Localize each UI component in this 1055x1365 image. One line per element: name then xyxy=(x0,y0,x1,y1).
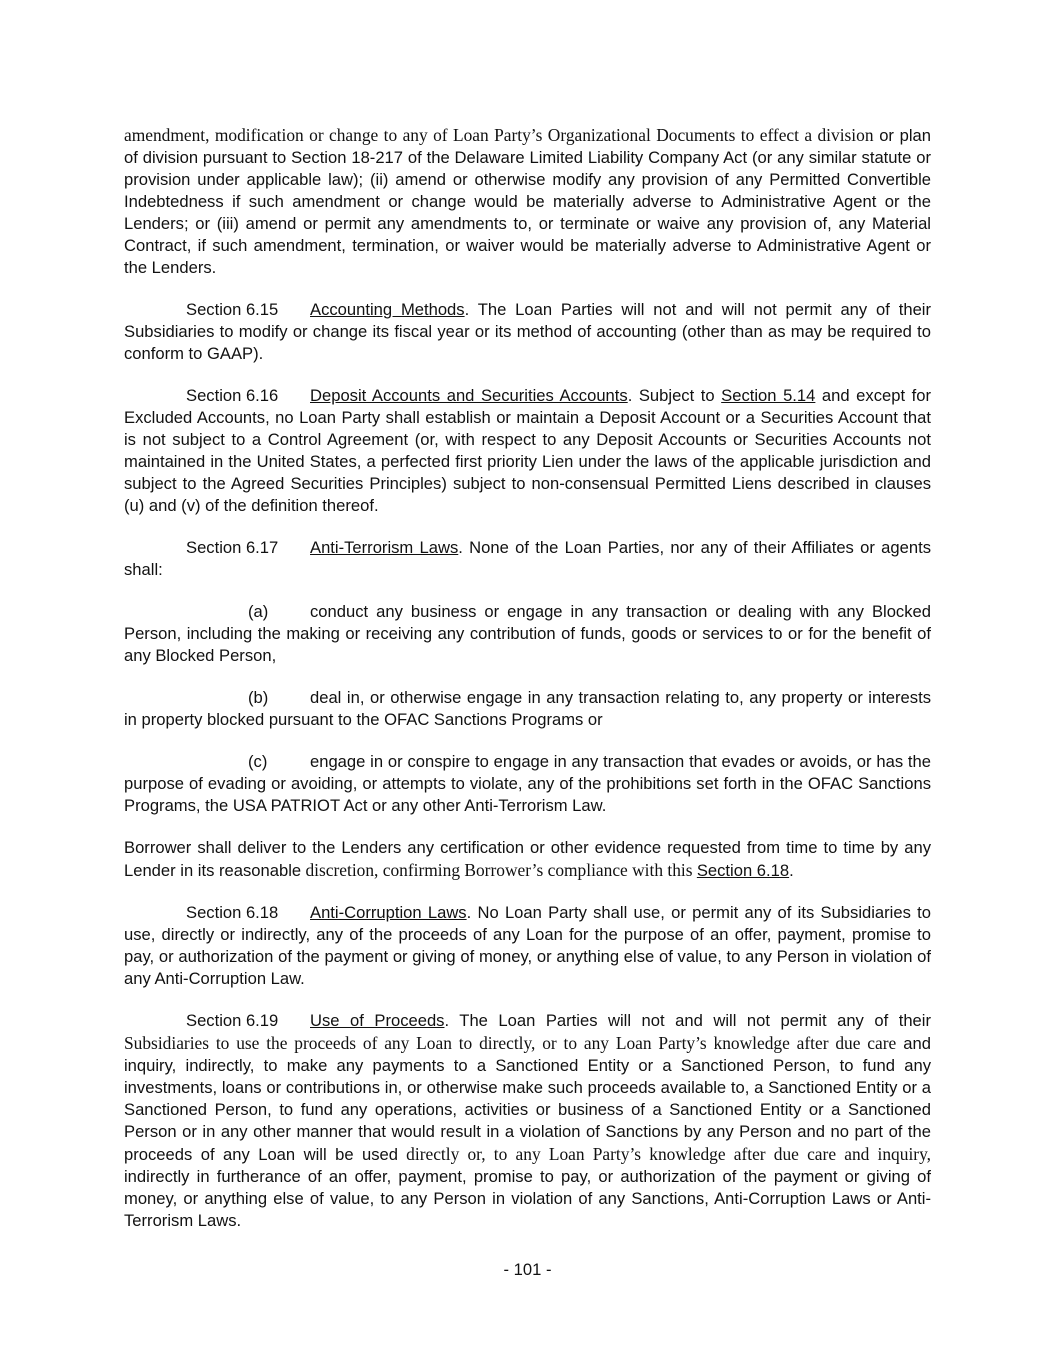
serif-run: discretion, confirming Borrower’s compliance with this xyxy=(301,860,697,880)
clause-text: deal in, or otherwise engage in any transaction relating to, any property or interests in property blocked pursuant to the OFAC Sanctions Programs or xyxy=(124,688,931,729)
section-body: indirectly in furtherance of an offer, payment, promise to pay, or authorization of the payment or giving of money, or anything else of value, to any Person in violation of any Sanctions, Anti-Corruption Laws or Anti-Terrorism Laws. xyxy=(124,1167,931,1230)
document-page xyxy=(124,124,931,1252)
text-run: . xyxy=(789,861,794,880)
clause-label: (a) xyxy=(248,602,269,621)
section-number: Section 6.17 xyxy=(186,538,279,557)
serif-run: amendment, modification or change to any of Loan Party’s Organizational Documents to effect a division xyxy=(124,125,874,145)
section-title: Anti-Terrorism Laws xyxy=(310,538,459,557)
section-6-17-closing xyxy=(124,837,931,882)
section-6-19 xyxy=(124,1010,931,1232)
clause-a xyxy=(124,601,931,667)
section-number: Section 6.18 xyxy=(186,903,279,922)
section-number: Section 6.19 xyxy=(186,1011,279,1030)
section-body: and inquiry, indirectly, to make any payments to a Sanctioned Entity or a Sanctioned Person, to fund any investments, loans or contributions in, or otherwise make such proceeds available to, a Sanctioned Entity or a Sanctioned Person, to fund any operations, activities or business of a Sanctioned Entity or a Sanctioned Person or in any other manner that would result in a violation of Sanctions by any Person and no part of the proceeds of any Loan will be used xyxy=(124,1034,931,1164)
clause-c xyxy=(124,751,931,817)
text-run: Borrower shall deliver to the Lenders any certification or other evidence requested from time to time by any Lender in its reasonable xyxy=(124,838,931,880)
section-6-17 xyxy=(124,537,931,581)
section-body: and except for Excluded Accounts, no Loan Party shall establish or maintain a Deposit Account or a Securities Account that is not subject to a Control Agreement (or, with respect to any Deposit Accounts or Securities Accounts not maintained in the United States, a perfected first priority Lien under the laws of the applicable jurisdiction and subject to the Agreed Securities Principles) subject to non-consensual Permitted Liens described in clauses (u) and (v) of the definition thereof. xyxy=(124,386,931,515)
page-number: - 101 - xyxy=(503,1260,552,1279)
section-number: Section 6.16 xyxy=(186,386,279,405)
section-body: . The Loan Parties will not and will not permit any of their xyxy=(444,1011,932,1030)
cross-reference: Section 5.14 xyxy=(721,386,816,405)
paragraph-continuation xyxy=(124,124,931,279)
text-run: or plan of division pursuant to Section 18-217 of the Delaware Limited Liability Company Act (or any similar statute or provision under applicable law); (ii) amend or otherwise modify any provision of any Permitted Convertible Indebtedness if such amendment or change would be materially adverse to Administrative Agent or the Lenders; or (iii) amend or permit any amendments to, or terminate or waive any provision of, any Material Contract, if such amendment, termination, or waiver would be materially adverse to Administrative Agent or the Lenders. xyxy=(124,126,931,277)
clause-text: engage in or conspire to engage in any transaction that evades or avoids, or has the purpose of evading or avoiding, or attempts to violate, any of the prohibitions set forth in the OFAC Sanctions Programs, the USA PATRIOT Act or any other Anti-Terrorism Law. xyxy=(124,752,931,815)
section-body: . Subject to xyxy=(627,386,722,405)
serif-run: directly or, to any Loan Party’s knowledge after due care and inquiry, xyxy=(397,1144,931,1164)
clause-label: (c) xyxy=(248,752,268,771)
section-title: Deposit Accounts and Securities Accounts xyxy=(310,386,628,405)
clause-label: (b) xyxy=(248,688,269,707)
section-number: Section 6.15 xyxy=(186,300,279,319)
section-body: . No Loan Party shall use, or permit any of its Subsidiaries to use, directly or indirectly, any of the proceeds of any Loan for the purpose of an offer, payment, promise to pay, or authorization of the payment or giving of money, or anything else of value, to any Person in violation of any Anti-Corruption Law. xyxy=(124,903,931,988)
section-title: Use of Proceeds xyxy=(310,1011,445,1030)
cross-reference: Section 6.18 xyxy=(696,861,790,880)
clause-b xyxy=(124,687,931,731)
section-body: . The Loan Parties will not and will not permit any of their Subsidiaries to modify or change its fiscal year or its method of accounting (other than as may be required to conform to GAAP). xyxy=(124,300,932,363)
section-title: Anti-Corruption Laws xyxy=(310,903,467,922)
section-6-15 xyxy=(124,299,931,365)
serif-run: Subsidiaries to use the proceeds of any Loan to directly, or to any Loan Party’s knowledge after due care xyxy=(124,1033,897,1053)
section-6-18 xyxy=(124,902,931,990)
section-title: Accounting Methods xyxy=(310,300,465,319)
clause-text: conduct any business or engage in any transaction or dealing with any Blocked Person, including the making or receiving any contribution of funds, goods or services to or for the benefit of any Blocked Person, xyxy=(124,602,931,665)
section-6-16 xyxy=(124,385,931,517)
section-body: . None of the Loan Parties, nor any of their Affiliates or agents shall: xyxy=(124,538,931,579)
